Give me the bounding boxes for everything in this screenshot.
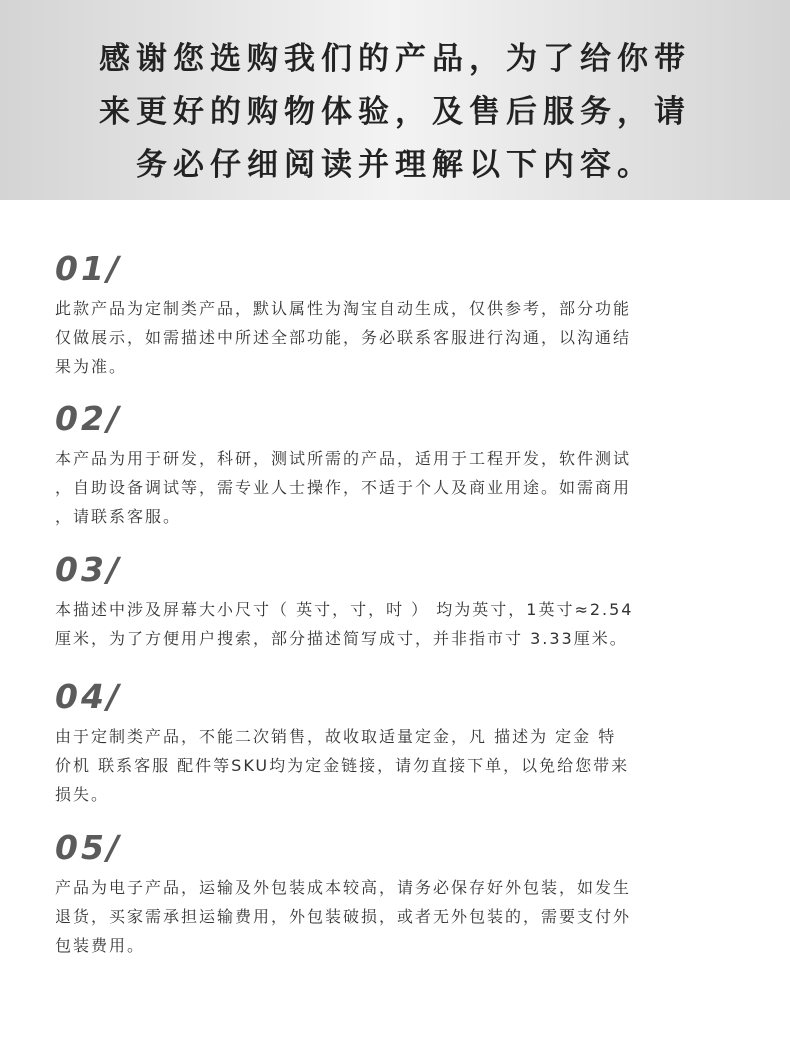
header-line: 感谢您选购我们的产品，为了给你带 xyxy=(99,41,691,77)
notice-section-03 xyxy=(55,547,745,653)
section-number: 03/ xyxy=(55,550,122,589)
body-line: 仅做展示，如需描述中所述全部功能，务必联系客服进行沟通，以沟通结 xyxy=(55,328,632,347)
body-line: 产品为电子产品，运输及外包装成本较高，请务必保存好外包装，如发生 xyxy=(55,878,632,897)
body-line: 由于定制类产品，不能二次销售，故收取适量定金，凡 描述为 定金 特 xyxy=(55,727,617,746)
notice-section-05 xyxy=(55,825,745,960)
body-line: ，自助设备调试等，需专业人士操作，不适于个人及商业用途。如需商用 xyxy=(55,478,632,497)
body-line: 包装费用。 xyxy=(55,936,146,955)
body-line: 此款产品为定制类产品，默认属性为淘宝自动生成，仅供参考，部分功能 xyxy=(55,299,632,318)
body-line: 本产品为用于研发，科研，测试所需的产品，适用于工程开发，软件测试 xyxy=(55,449,632,468)
body-line: 损失。 xyxy=(55,785,110,804)
body-line: 本描述中涉及屏幕大小尺寸（ 英寸，寸，吋 ） 均为英寸，1英寸≈2.54 xyxy=(55,600,634,619)
body-line: ，请联系客服。 xyxy=(55,507,182,526)
section-body xyxy=(55,722,745,809)
section-body xyxy=(55,873,745,960)
section-body xyxy=(55,595,745,653)
section-number: 04/ xyxy=(55,677,122,716)
section-number: 01/ xyxy=(55,249,122,288)
body-line: 厘米，为了方便用户搜索，部分描述简写成寸，并非指市寸 3.33厘米。 xyxy=(55,629,628,648)
body-line: 价机 联系客服 配件等SKU均为定金链接，请勿直接下单，以免给您带来 xyxy=(55,756,630,775)
section-number: 02/ xyxy=(55,399,122,438)
header-line: 务必仔细阅读并理解以下内容。 xyxy=(136,147,654,183)
section-body xyxy=(55,294,745,381)
section-number: 05/ xyxy=(55,828,122,867)
notice-section-01 xyxy=(55,246,745,381)
notice-section-02 xyxy=(55,396,745,531)
notice-section-04 xyxy=(55,674,745,809)
header-line: 来更好的购物体验，及售后服务，请 xyxy=(99,94,691,130)
notice-header xyxy=(0,0,790,200)
body-line: 退货，买家需承担运输费用，外包装破损，或者无外包装的，需要支付外 xyxy=(55,907,632,926)
body-line: 果为准。 xyxy=(55,357,128,376)
section-body xyxy=(55,444,745,531)
